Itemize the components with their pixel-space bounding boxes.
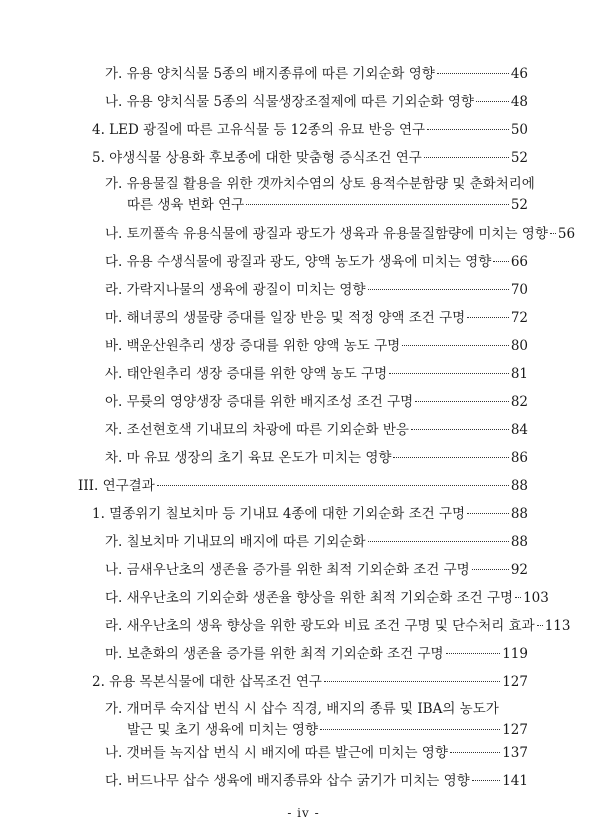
toc-entry[interactable] [105, 93, 528, 111]
dot-leader [467, 317, 509, 318]
toc-entry-page: 84 [510, 422, 528, 438]
toc-entry-title: 따른 생육 변화 연구 [127, 197, 245, 213]
toc-entry-title: 나. 유용 양치식물 5종의 식물생장조절제에 따른 기외순화 영향 [105, 94, 474, 110]
dot-leader [437, 73, 509, 74]
dot-leader [368, 289, 509, 290]
toc-entry-title: 발근 및 초기 생육에 미치는 영향 [127, 722, 318, 738]
page-number-footer: - iv - [287, 806, 320, 820]
toc-entry[interactable] [105, 337, 528, 355]
toc-entry-title: 5. 야생식물 상용화 후보종에 대한 맞춤형 증식조건 연구 [92, 150, 422, 166]
toc-entry-title: 차. 마 유묘 생장의 초기 육묘 온도가 미치는 영향 [105, 450, 392, 466]
toc-entry-title: 마. 해녀콩의 생물량 증대를 일장 반응 및 적정 양액 조건 구명 [105, 310, 466, 326]
toc-entry-page: 72 [510, 310, 528, 326]
toc-entry[interactable] [105, 533, 528, 551]
toc-entry[interactable] [105, 744, 528, 762]
dot-leader [450, 752, 500, 753]
toc-entry-title: 2. 유용 목본식물에 대한 삽목조건 연구 [92, 674, 322, 690]
dot-leader [515, 597, 521, 598]
toc-entry[interactable] [127, 721, 528, 739]
toc-entry-page: 46 [510, 66, 528, 82]
dot-leader [537, 625, 543, 626]
toc-entry-page: 80 [510, 338, 528, 354]
toc-entry-page: 50 [510, 122, 528, 138]
toc-entry[interactable] [105, 421, 528, 439]
toc-entry[interactable] [92, 121, 528, 139]
dot-leader [157, 485, 509, 486]
toc-entry[interactable] [78, 477, 528, 495]
dot-leader [246, 204, 509, 205]
toc-entry[interactable] [105, 65, 528, 83]
toc-entry-page: 70 [510, 282, 528, 298]
toc-entry-title: 가. 칠보치마 기내묘의 배지에 따른 기외순화 [105, 534, 366, 550]
toc-entry-title: 마. 보춘화의 생존율 증가를 위한 최적 기외순화 조건 구명 [105, 646, 444, 662]
toc-entry-page: 48 [510, 94, 528, 110]
dot-leader [472, 569, 509, 570]
toc-entry[interactable] [105, 365, 528, 383]
toc-entry-page: 103 [523, 590, 549, 606]
dot-leader [446, 653, 501, 654]
dot-leader [393, 457, 508, 458]
toc-entry[interactable] [92, 673, 528, 691]
toc-entry[interactable] [92, 505, 528, 523]
toc-entry-title: 나. 토끼풀속 유용식물에 광질과 광도가 생육과 유용물질함량에 미치는 영향 [105, 226, 548, 242]
toc-entry[interactable] [105, 617, 571, 635]
toc-entry-page: 92 [510, 562, 528, 578]
toc-entry[interactable] [105, 589, 549, 607]
dot-leader [550, 233, 556, 234]
toc-entry-page: 52 [510, 197, 528, 213]
toc-entry-page: 82 [510, 394, 528, 410]
dot-leader [415, 401, 509, 402]
toc-entry-page: 86 [510, 450, 528, 466]
toc-entry-title: 가. 유용 양치식물 5종의 배지종류에 따른 기외순화 영향 [105, 66, 435, 82]
dot-leader [368, 541, 509, 542]
toc-entry-title-line1[interactable]: 가. 유용물질 활용을 위한 갯까치수염의 상토 용적수분함량 및 춘화처리에 [105, 176, 535, 192]
toc-entry[interactable] [105, 449, 528, 467]
toc-entry-title: 바. 백운산원추리 생장 증대를 위한 양액 농도 구명 [105, 338, 401, 354]
toc-entry-title-line1[interactable]: 가. 개머루 숙지삽 번식 시 삽수 직경, 배지의 종류 및 IBA의 농도가 [105, 701, 499, 717]
toc-entry-title: 다. 새우난초의 기외순화 생존율 향상을 위한 최적 기외순화 조건 구명 [105, 590, 514, 606]
toc-entry-page: 88 [510, 534, 528, 550]
toc-entry[interactable] [105, 645, 528, 663]
toc-entry-title: 1. 멸종위기 칠보치마 등 기내묘 4종에 대한 기외순화 조건 구명 [92, 506, 466, 522]
toc-entry-title: 나. 갯버들 녹지삽 번식 시 배지에 따른 발근에 미치는 영향 [105, 745, 448, 761]
toc-entry[interactable] [92, 149, 528, 167]
dot-leader [476, 101, 509, 102]
toc-entry-title: 사. 태안원추리 생장 증대를 위한 양액 농도 구명 [105, 366, 388, 382]
dot-leader [411, 429, 509, 430]
dot-leader [402, 345, 509, 346]
toc-entry-page: 88 [510, 478, 528, 494]
dot-leader [424, 157, 509, 158]
toc-entry[interactable] [105, 281, 528, 299]
dot-leader [493, 261, 509, 262]
toc-entry[interactable] [105, 225, 576, 243]
dot-leader [389, 373, 509, 374]
toc-entry-title: 4. LED 광질에 따른 고유식물 등 12종의 유묘 반응 연구 [92, 122, 426, 138]
toc-entry-page: 119 [502, 646, 528, 662]
toc-entry-page: 127 [502, 722, 528, 738]
toc-entry-page: 56 [557, 226, 576, 242]
toc-entry[interactable] [127, 196, 528, 214]
toc-entry-page: 88 [510, 506, 528, 522]
toc-entry-title: 자. 조선현호색 기내묘의 차광에 따른 기외순화 반응 [105, 422, 409, 438]
toc-entry-page: 66 [510, 254, 528, 270]
toc-entry-title: 다. 유용 수생식물에 광질과 광도, 양액 농도가 생육에 미치는 영향 [105, 254, 492, 270]
toc-entry-title: 라. 새우난초의 생육 향상을 위한 광도와 비료 조건 구명 및 단수처리 효과 [105, 618, 535, 634]
toc-entry-title: 아. 무륫의 영양생장 증대를 위한 배지조성 조건 구명 [105, 394, 414, 410]
dot-leader [427, 129, 509, 130]
toc-entry-title: III. 연구결과 [78, 478, 155, 494]
toc-entry[interactable] [105, 393, 528, 411]
toc-entry[interactable] [105, 772, 528, 790]
toc-entry[interactable] [105, 561, 528, 579]
toc-entry[interactable] [105, 253, 528, 271]
dot-leader [320, 729, 500, 730]
toc-entry-page: 141 [502, 773, 528, 789]
dot-leader [472, 780, 501, 781]
dot-leader [324, 681, 500, 682]
toc-entry-page: 127 [502, 674, 528, 690]
toc-entry-title: 라. 가락지나물의 생육에 광질이 미치는 영향 [105, 282, 366, 298]
toc-entry-page: 137 [502, 745, 528, 761]
toc-entry-title: 나. 금새우난초의 생존율 증가를 위한 최적 기외순화 조건 구명 [105, 562, 470, 578]
toc-entry[interactable] [105, 309, 528, 327]
toc-entry-title: 다. 버드나무 삽수 생육에 배지종류와 삽수 굵기가 미치는 영향 [105, 773, 470, 789]
dot-leader [467, 513, 509, 514]
toc-entry-page: 52 [510, 150, 528, 166]
toc-entry-page: 113 [544, 618, 571, 634]
toc-entry-page: 81 [510, 366, 528, 382]
